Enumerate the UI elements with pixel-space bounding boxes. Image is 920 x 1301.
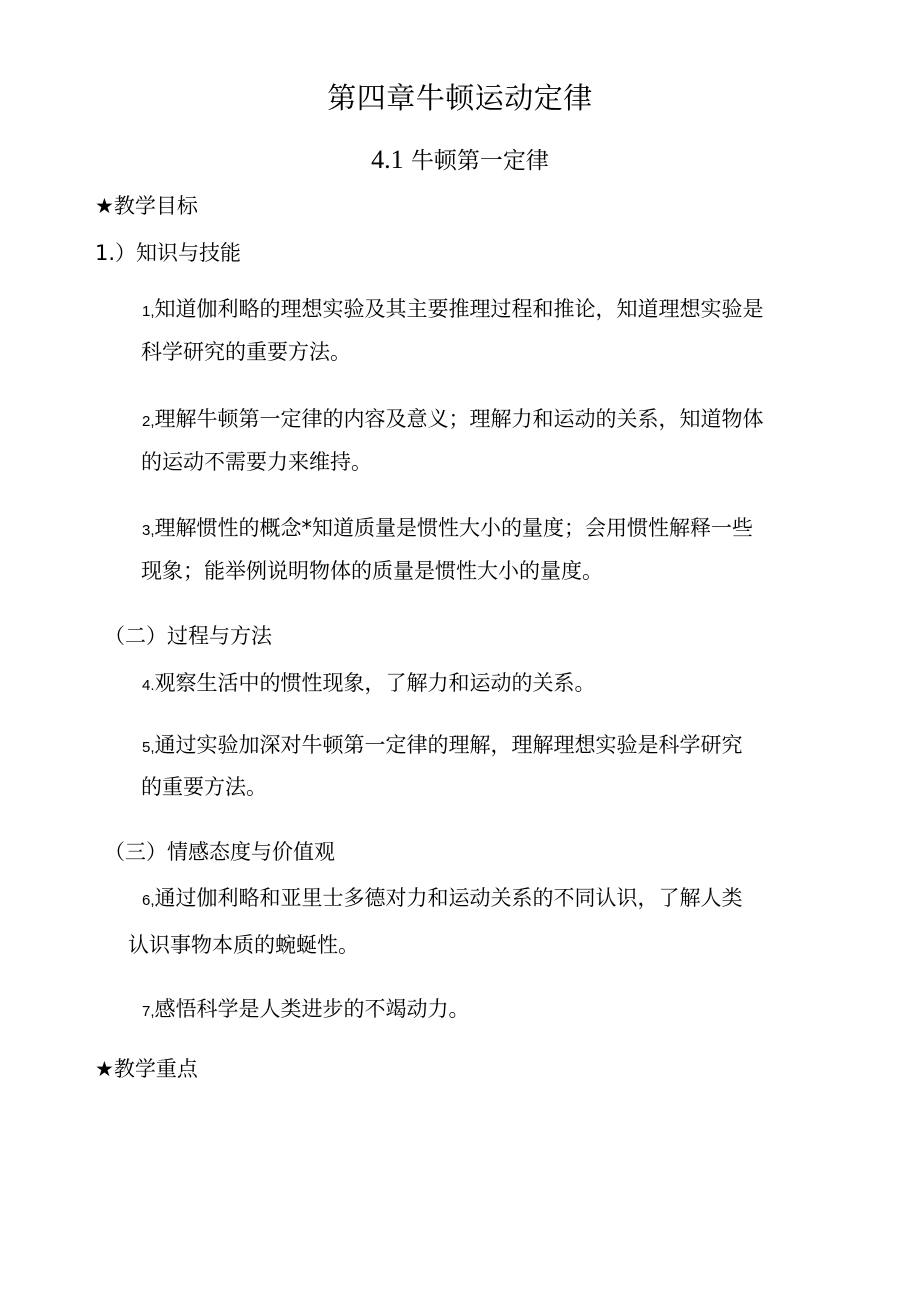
- item-number: 4.: [142, 677, 155, 694]
- item-text-line1: 理解惯性的概念*知道质量是惯性大小的量度；会用惯性解释一些: [154, 516, 754, 540]
- objective-item-1-continued: 科学研究的重要方法。: [141, 340, 351, 364]
- objective-item-1: [142, 288, 764, 333]
- objective-item-6-continued: 认识事物本质的蜿蜒性。: [128, 933, 359, 957]
- objective-item-3: [142, 507, 753, 552]
- key-points-heading: ★教学重点: [95, 1057, 198, 1081]
- section-title: [0, 142, 920, 175]
- group3-heading: （三）情感态度与价值观: [104, 840, 335, 864]
- item-text-line1: 感悟科学是人类进步的不竭动力。: [154, 997, 470, 1021]
- objective-item-2-continued: 的运动不需要力来维持。: [141, 450, 372, 474]
- objective-item-3-continued: 现象；能举例说明物体的质量是惯性大小的量度。: [141, 559, 603, 583]
- objective-item-5: [142, 724, 743, 769]
- item-text-line1: 观察生活中的惯性现象，了解力和运动的关系。: [154, 671, 596, 695]
- objective-item-5-continued: 的重要方法。: [141, 775, 267, 799]
- item-number: 1,: [142, 303, 155, 320]
- teaching-objectives-heading: ★教学目标: [95, 194, 198, 218]
- chapter-title: 第四章牛顿运动定律: [327, 81, 593, 115]
- group1-heading: 1.）知识与技能: [95, 241, 242, 265]
- group2-heading: （二）过程与方法: [104, 624, 272, 648]
- item-number: 2,: [142, 413, 155, 430]
- objective-item-4: [142, 662, 596, 707]
- section-name: 牛顿第一定律: [410, 148, 549, 174]
- item-number: 6,: [142, 892, 155, 909]
- item-text-line1: 知道伽利略的理想实验及其主要推理过程和推论，知道理想实验是: [154, 297, 764, 321]
- item-text-line1: 通过实验加深对牛顿第一定律的理解，理解理想实验是科学研究: [154, 733, 743, 757]
- item-number: 7,: [142, 1003, 155, 1020]
- objective-item-2: [142, 398, 764, 443]
- item-text-line1: 理解牛顿第一定律的内容及意义；理解力和运动的关系，知道物体: [154, 407, 764, 431]
- section-number: 4.1: [371, 145, 404, 174]
- item-number: 5,: [142, 739, 155, 756]
- objective-item-6: [142, 877, 743, 922]
- item-text-line1: 通过伽利略和亚里士多德对力和运动关系的不同认识，了解人类: [154, 886, 743, 910]
- item-number: 3,: [142, 522, 155, 539]
- objective-item-7: [142, 988, 470, 1033]
